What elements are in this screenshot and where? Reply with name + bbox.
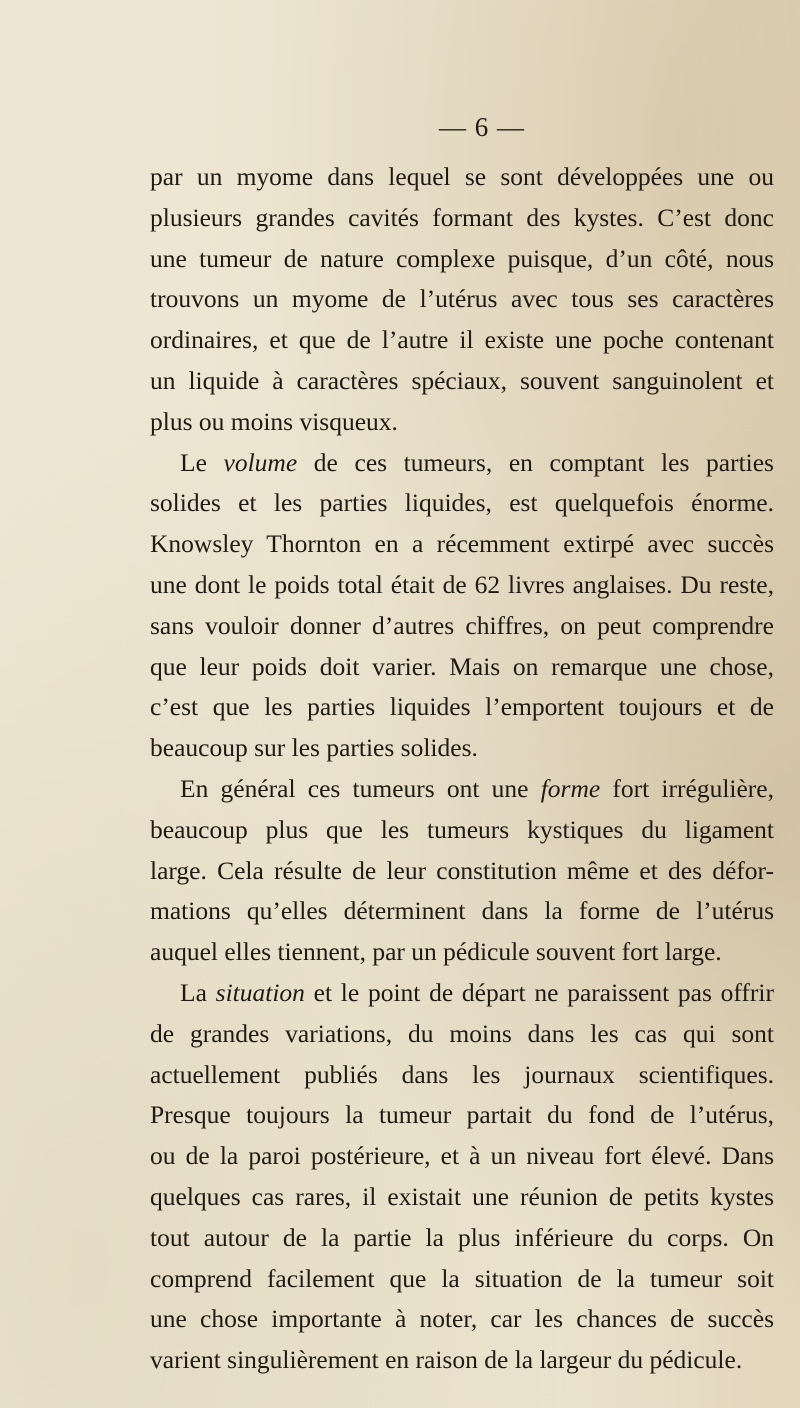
italic-term-volume: volume	[223, 447, 298, 477]
text-run: de ces tumeurs, en comptant les parties	[297, 447, 774, 477]
text-line: que leur poids doit varier. Mais on remarque une chose,	[150, 651, 774, 681]
text-line: beaucoup sur les parties solides.	[150, 733, 478, 763]
text-line: mations qu’elles déterminent dans la forme de l’utérus	[150, 896, 774, 926]
paragraph-2	[150, 443, 774, 769]
text-line: trouvons un myome de l’utérus avec tous ses caractères	[150, 284, 774, 314]
text-line: beaucoup plus que les tumeurs kystiques du ligament	[150, 814, 774, 844]
text-run: fort irrégulière,	[600, 773, 774, 803]
text-line: Presque toujours la tumeur partait du fond de l’utérus,	[150, 1100, 774, 1130]
text-line: une tumeur de nature complexe puisque, d’un côté, nous	[150, 243, 774, 273]
paragraph-3	[150, 769, 774, 973]
text-line: auquel elles tiennent, par un pédicule souvent fort large.	[150, 937, 722, 967]
text-line: large. Cela résulte de leur constitution même et des défor-	[150, 855, 774, 885]
text-run: et le point de départ ne paraissent pas offrir	[304, 977, 774, 1007]
text-line: une dont le poids total était de 62 livres anglaises. Du reste,	[150, 569, 774, 599]
text-line: actuellement publiés dans les journaux scientifiques.	[150, 1059, 774, 1089]
text-run: En général ces tumeurs ont une	[180, 773, 541, 803]
text-line	[150, 973, 774, 1014]
text-line: plus ou moins visqueux.	[150, 406, 398, 436]
text-line: ordinaires, et que de l’autre il existe une poche contenant	[150, 325, 774, 355]
text-line: un liquide à caractères spéciaux, souvent sanguinolent et	[150, 365, 774, 395]
text-line: c’est que les parties liquides l’emportent toujours et de	[150, 692, 774, 722]
text-line: par un myome dans lequel se sont développées une ou	[150, 162, 774, 191]
page-body	[150, 112, 774, 1381]
text-line: quelques cas rares, il existait une réunion de petits kystes	[150, 1181, 774, 1211]
text-run: La	[180, 977, 216, 1007]
text-line: Knowsley Thornton en a récemment extirpé avec succès	[150, 529, 774, 559]
paragraph-1	[150, 157, 774, 443]
italic-term-situation: situation	[215, 977, 305, 1007]
text-line	[150, 443, 774, 484]
text-line: tout autour de la partie la plus inférieure du corps. On	[150, 1222, 774, 1252]
text-line: une chose importante à noter, car les chances de succès	[150, 1304, 774, 1334]
text-run: Le	[180, 447, 224, 477]
text-line: comprend facilement que la situation de la tumeur soit	[150, 1263, 774, 1293]
text-line	[150, 769, 774, 810]
text-line: varient singulièrement en raison de la largeur du pédicule.	[150, 1345, 743, 1375]
text-line: solides et les parties liquides, est quelquefois énorme.	[150, 488, 774, 518]
text-line: plusieurs grandes cavités formant des kystes. C’est donc	[150, 202, 774, 232]
text-line: ou de la paroi postérieure, et à un niveau fort élevé. Dans	[150, 1141, 774, 1171]
text-line: de grandes variations, du moins dans les cas qui sont	[150, 1018, 774, 1048]
text-line: sans vouloir donner d’autres chiffres, on peut comprendre	[150, 610, 774, 640]
paragraph-4	[150, 973, 774, 1381]
page-number: — 6 —	[439, 112, 525, 142]
italic-term-forme: forme	[540, 773, 601, 803]
